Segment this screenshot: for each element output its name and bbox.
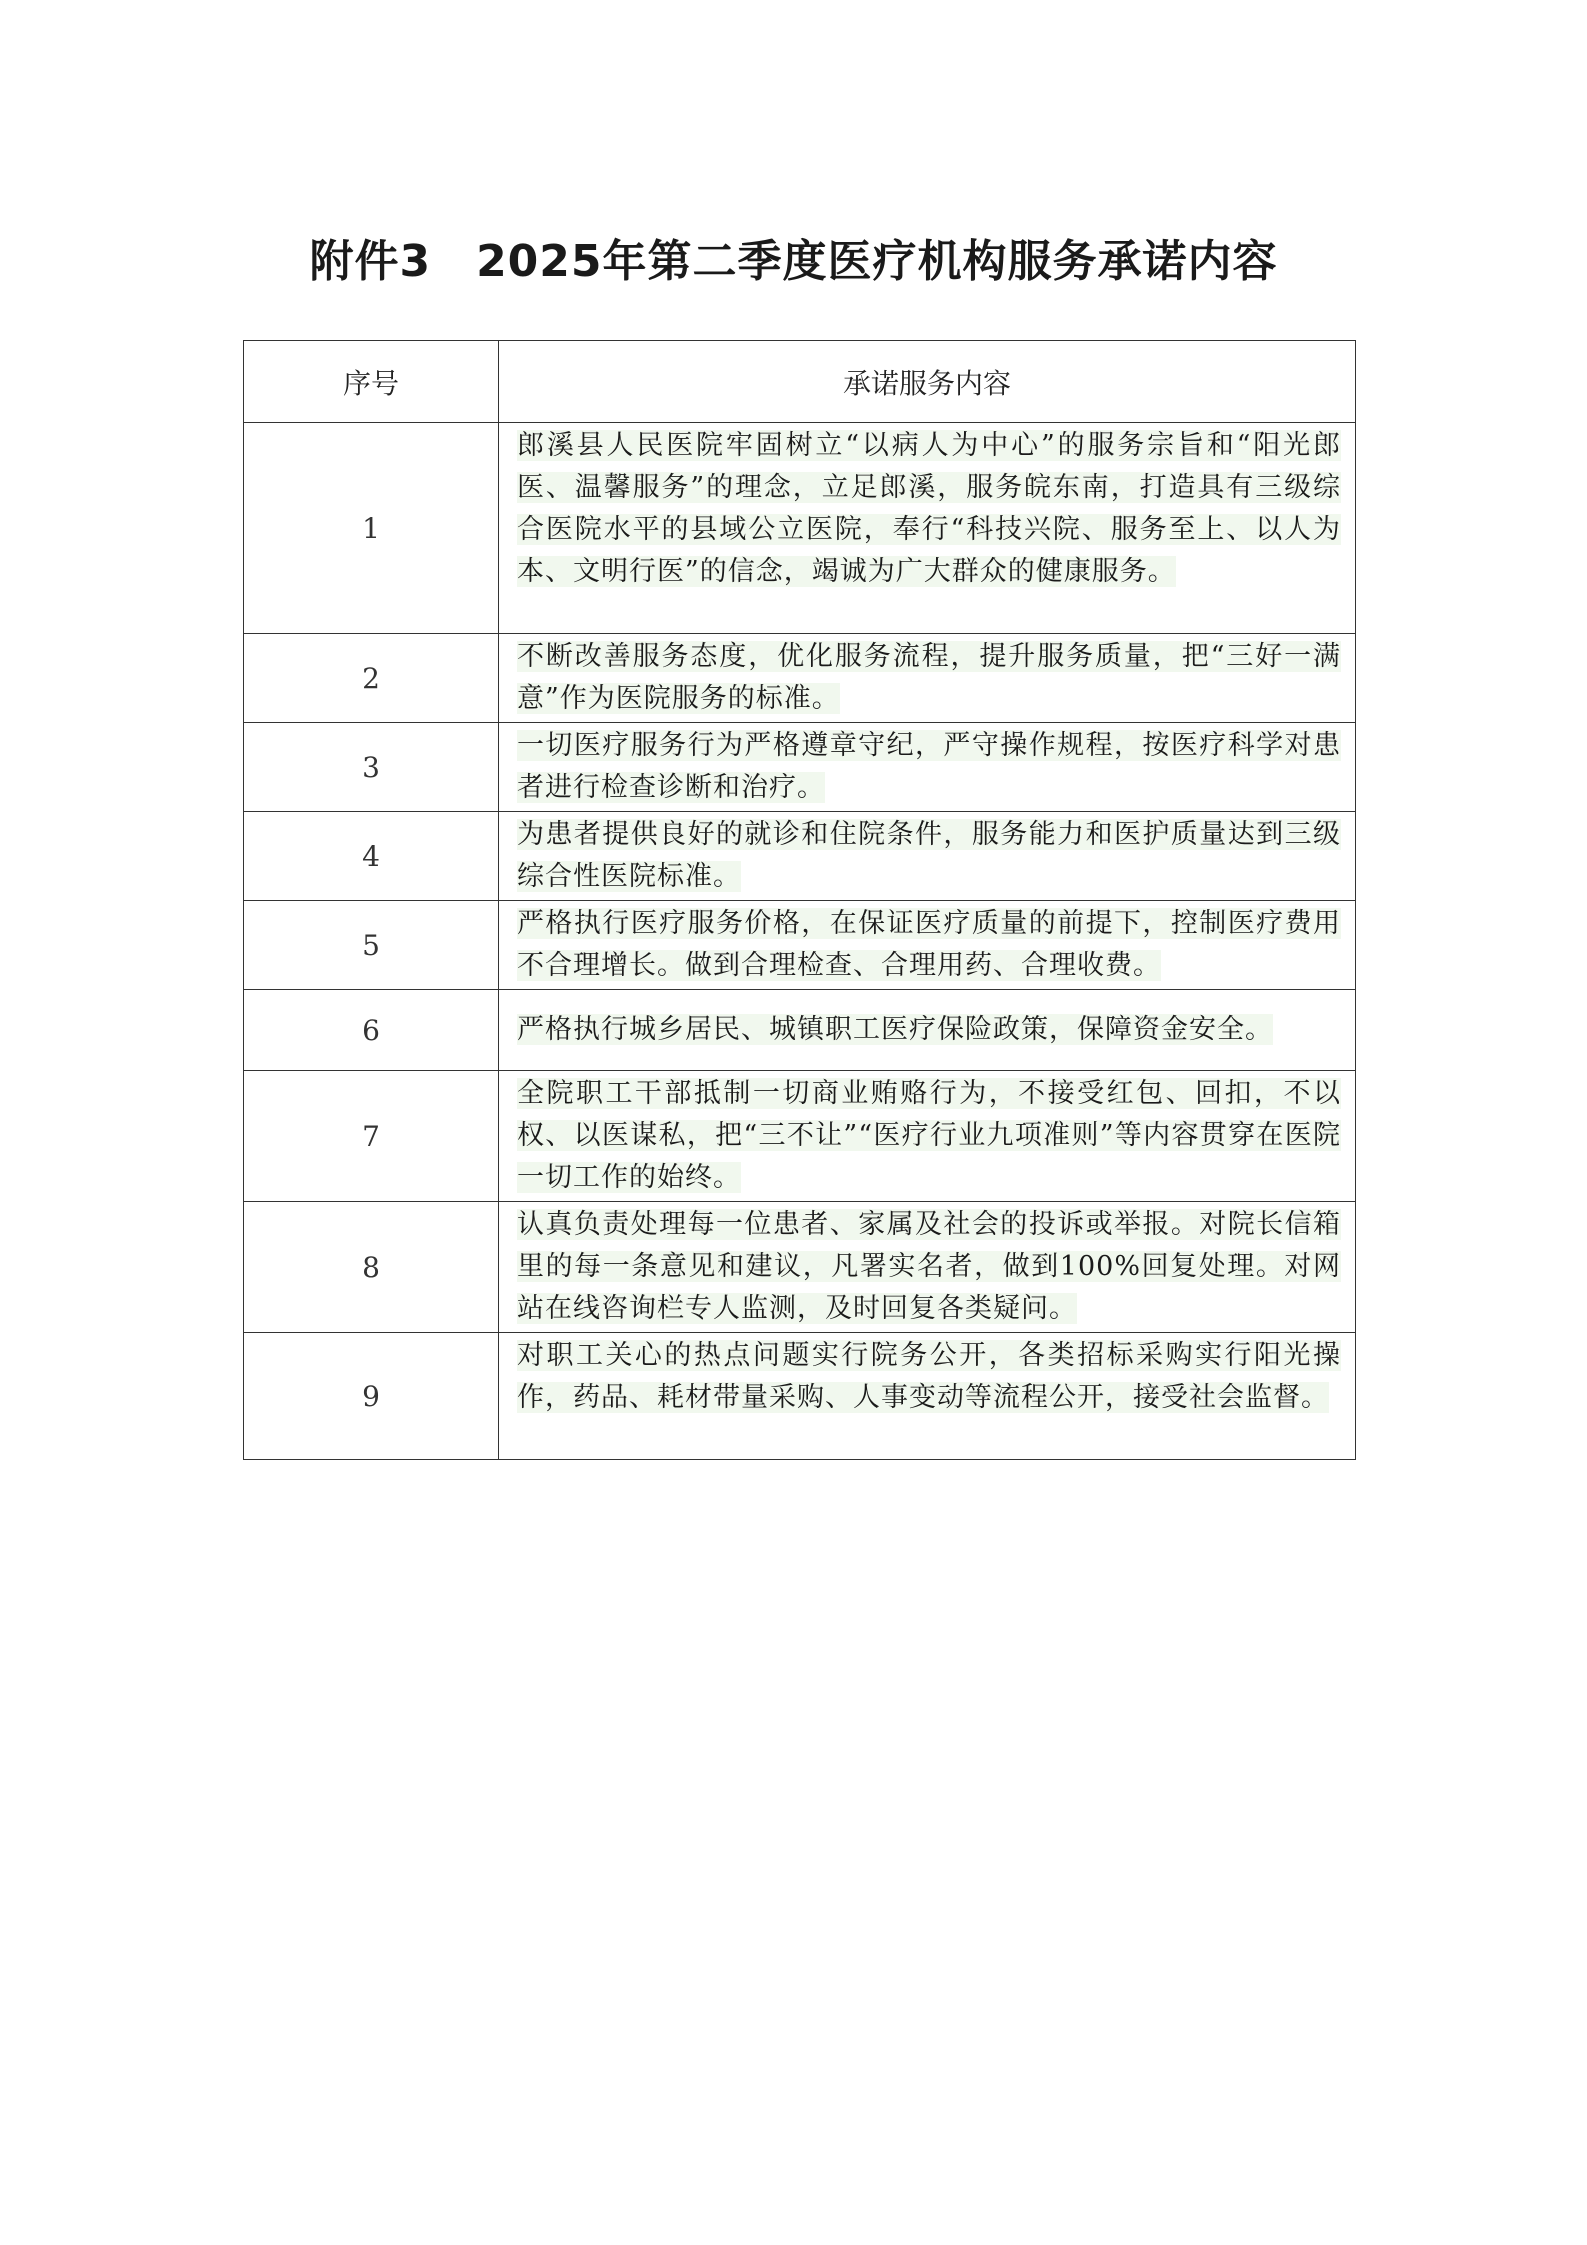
row-content-text: 对职工关心的热点问题实行院务公开，各类招标采购实行阳光操作，药品、耗材带量采购、人事变动等流程公开，接受社会监督。 [517,1340,1341,1413]
table-row [244,1071,1356,1202]
table-row [244,1202,1356,1333]
row-content-text: 为患者提供良好的就诊和住院条件，服务能力和医护质量达到三级综合性医院标准。 [517,819,1341,892]
table-row [244,901,1356,990]
row-content-text: 一切医疗服务行为严格遵章守纪，严守操作规程，按医疗科学对患者进行检查诊断和治疗。 [517,730,1341,803]
table-row [244,812,1356,901]
row-content [499,1202,1356,1333]
row-content-text: 郎溪县人民医院牢固树立“以病人为中心”的服务宗旨和“阳光郎医、温馨服务”的理念，立足郎溪，服务皖东南，打造具有三级综合医院水平的县域公立医院，奉行“科技兴院、服务至上、以人为本、文明行医”的信念，竭诚为广大群众的健康服务。 [517,430,1341,587]
row-content-text: 不断改善服务态度，优化服务流程，提升服务质量，把“三好一满意”作为医院服务的标准。 [517,641,1341,714]
row-number: 5 [244,901,499,990]
row-content-text: 严格执行城乡居民、城镇职工医疗保险政策，保障资金安全。 [517,1014,1273,1045]
row-number: 8 [244,1202,499,1333]
row-number: 4 [244,812,499,901]
row-number: 2 [244,634,499,723]
row-content [499,634,1356,723]
row-content [499,723,1356,812]
row-number: 1 [244,423,499,634]
row-content-text: 全院职工干部抵制一切商业贿赂行为，不接受红包、回扣，不以权、以医谋私，把“三不让”“医疗行业九项准则”等内容贯穿在医院一切工作的始终。 [517,1078,1341,1193]
row-content-text: 严格执行医疗服务价格，在保证医疗质量的前提下，控制医疗费用不合理增长。做到合理检查、合理用药、合理收费。 [517,908,1341,981]
commitment-table [243,340,1356,1460]
row-content [499,901,1356,990]
row-content [499,812,1356,901]
table-header-row [244,341,1356,423]
header-serial-number: 序号 [244,341,499,423]
row-content [499,423,1356,634]
table-row [244,423,1356,634]
row-content-text: 认真负责处理每一位患者、家属及社会的投诉或举报。对院长信箱里的每一条意见和建议，凡署实名者，做到100%回复处理。对网站在线咨询栏专人监测，及时回复各类疑问。 [517,1209,1341,1324]
row-content [499,1071,1356,1202]
header-commitment-content: 承诺服务内容 [499,341,1356,423]
row-content [499,1333,1356,1460]
document-title: 附件3 2025年第二季度医疗机构服务承诺内容 [309,236,1278,287]
table-row [244,723,1356,812]
table-row [244,634,1356,723]
row-number: 6 [244,990,499,1071]
table-row [244,1333,1356,1460]
row-content [499,990,1356,1071]
table-row [244,990,1356,1071]
row-number: 9 [244,1333,499,1460]
row-number: 7 [244,1071,499,1202]
row-number: 3 [244,723,499,812]
